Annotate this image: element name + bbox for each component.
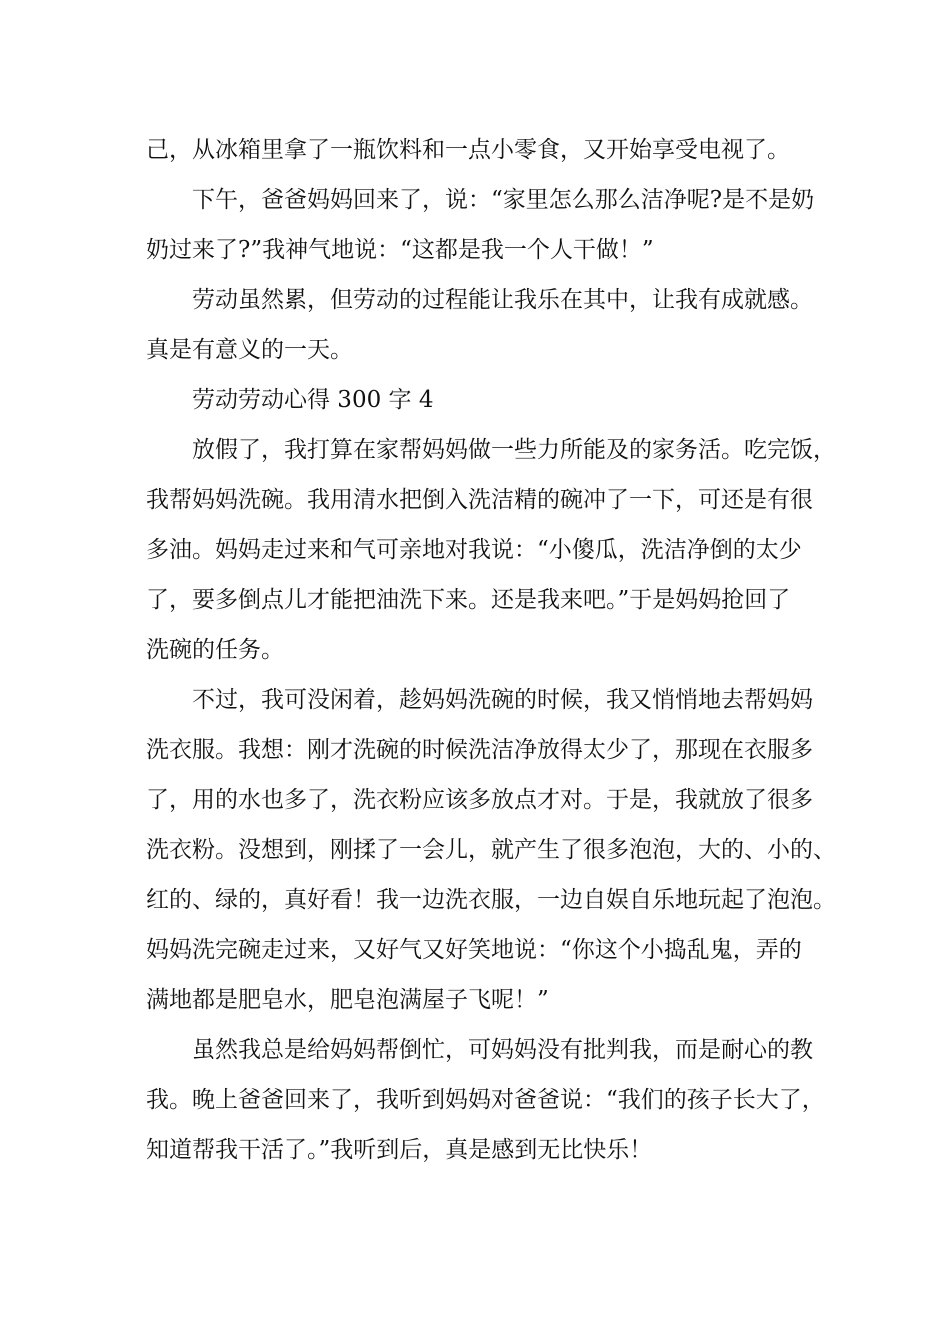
- paragraph-line: 洗碗的任务。: [146, 637, 284, 663]
- paragraph-line: 真是有意义的一天。: [146, 337, 353, 363]
- paragraph-line: 多油。妈妈走过来和气可亲地对我说：“小傻瓜，洗洁净倒的太少: [146, 537, 802, 563]
- paragraph-line: 洗衣服。我想：刚才洗碗的时候洗洁净放得太少了，那现在衣服多: [146, 737, 813, 763]
- paragraph-line: 放假了，我打算在家帮妈妈做一些力所能及的家务活。吃完饭，: [192, 437, 836, 463]
- paragraph-line: 劳动虽然累，但劳动的过程能让我乐在其中，让我有成就感。: [192, 287, 813, 313]
- paragraph-line: 我。晚上爸爸回来了，我听到妈妈对爸爸说：“我们的孩子长大了，: [146, 1087, 825, 1113]
- paragraph-line: 红的、绿的，真好看！我一边洗衣服，一边自娱自乐地玩起了泡泡。: [146, 887, 836, 913]
- paragraph-line: 下午，爸爸妈妈回来了，说：“家里怎么那么洁净呢?是不是奶: [192, 187, 815, 213]
- paragraph-line: 妈妈洗完碗走过来，又好气又好笑地说：“你这个小捣乱鬼，弄的: [146, 937, 802, 963]
- paragraph-line: 不过，我可没闲着，趁妈妈洗碗的时候，我又悄悄地去帮妈妈: [192, 687, 813, 713]
- paragraph-line: 了，要多倒点儿才能把油洗下来。还是我来吧。”于是妈妈抢回了: [146, 587, 791, 613]
- paragraph-line: 虽然我总是给妈妈帮倒忙，可妈妈没有批判我，而是耐心的教: [192, 1037, 813, 1063]
- paragraph-line: 了，用的水也多了，洗衣粉应该多放点才对。于是，我就放了很多: [146, 787, 813, 813]
- paragraph-line: 洗衣粉。没想到，刚揉了一会儿，就产生了很多泡泡，大的、小的、: [146, 837, 836, 863]
- paragraph-line: 满地都是肥皂水，肥皂泡满屋子飞呢！”: [146, 987, 549, 1013]
- paragraph-line: 知道帮我干活了。”我听到后，真是感到无比快乐！: [146, 1137, 653, 1163]
- section-heading: 劳动劳动心得 300 字 4: [192, 387, 434, 413]
- paragraph-line: 己，从冰箱里拿了一瓶饮料和一点小零食，又开始享受电视了。: [146, 137, 790, 163]
- paragraph-line: 奶过来了?”我神气地说：“这都是我一个人干做！”: [146, 237, 654, 263]
- paragraph-line: 我帮妈妈洗碗。我用清水把倒入洗洁精的碗冲了一下，可还是有很: [146, 487, 813, 513]
